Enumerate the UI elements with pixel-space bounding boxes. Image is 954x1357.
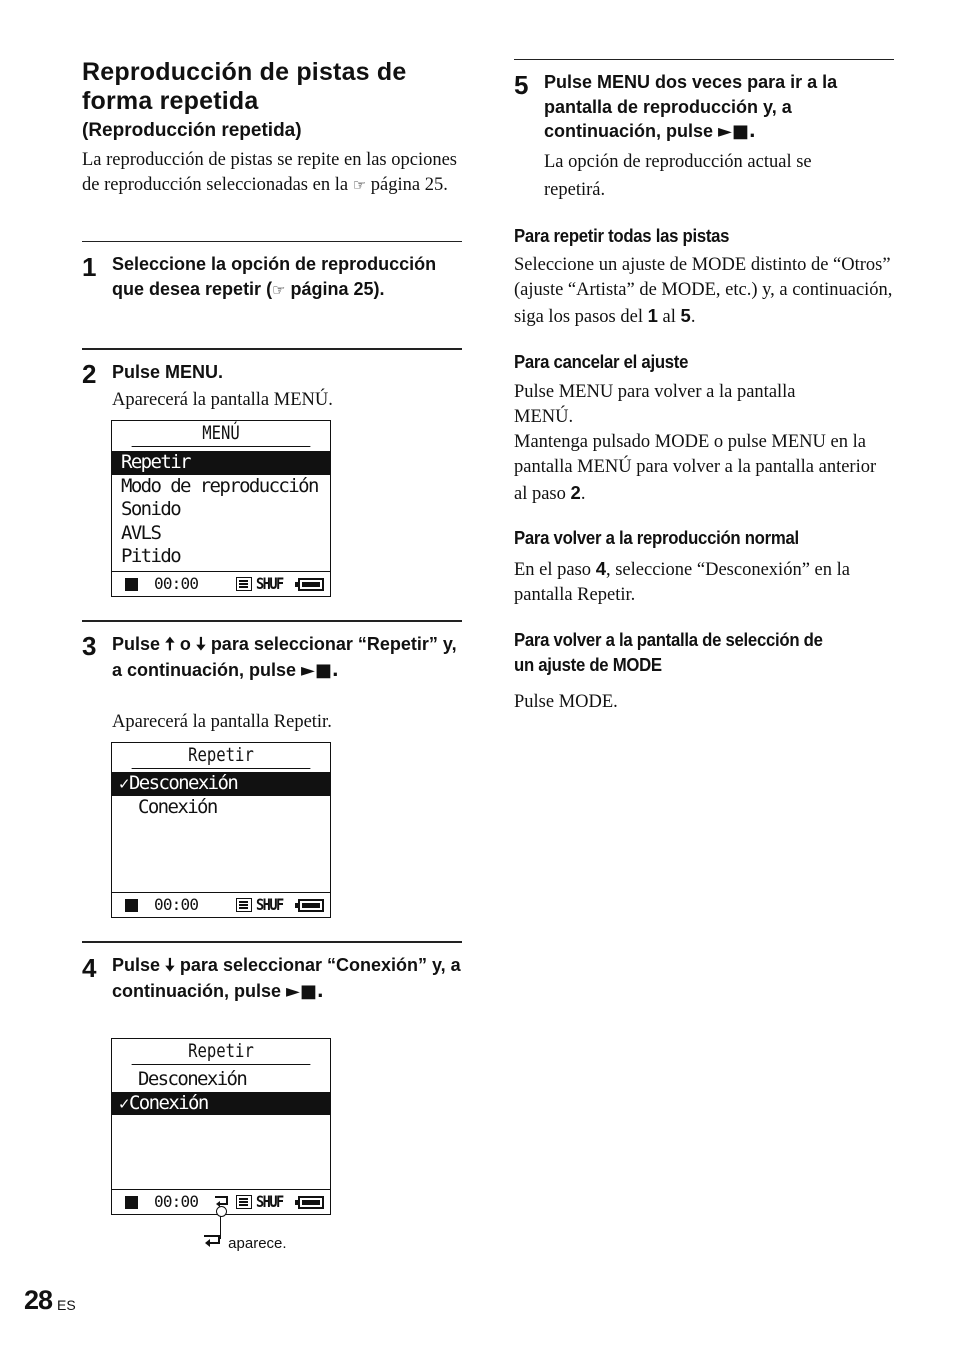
stop-icon (125, 578, 138, 591)
step-5-instruction: Pulse MENU dos veces para ir a la pantalla de reproducción y, a continuación, pulse (544, 72, 838, 141)
elapsed-time: 00:00 (154, 574, 199, 593)
step-2-result: Aparecerá la pantalla MENÚ. (112, 390, 333, 410)
playlist-icon (236, 898, 252, 912)
step-3-number: 3 (82, 631, 97, 661)
battery-icon (298, 578, 324, 591)
page-number: 28 (24, 1285, 53, 1315)
step-2-text: Pulse MENU. (112, 362, 224, 382)
section-text: Mantenga pulsado MODE o pulse MENU en la pantalla MENÚ para volver a la pantalla anterior al paso (514, 432, 877, 504)
section-text: En el paso (514, 560, 592, 580)
lcd-menu-screen (111, 420, 331, 597)
lcd-title: Repetir (132, 743, 311, 769)
playlist-icon (236, 1195, 252, 1209)
reference-hand-icon: ☞ (352, 176, 367, 194)
menu-item-pitido[interactable]: Pitido (121, 545, 181, 567)
divider (82, 620, 462, 622)
repeat-option-desconexion[interactable] (112, 772, 330, 796)
arrow-down-icon: 🠇 (165, 955, 175, 976)
lcd-status-bar (112, 892, 330, 917)
menu-item-modo[interactable]: Modo de reproducción (121, 474, 318, 497)
step-5-result: La opción de reproducción actual se repetirá. (544, 152, 812, 200)
section-heading: Para volver a la reproducción normal (514, 528, 799, 548)
section-text: al (662, 307, 676, 327)
step-ref: 2 (570, 482, 581, 503)
step-4-pulse: Pulse (112, 955, 161, 975)
step-5-text (544, 70, 864, 145)
repeat-icon (202, 1235, 228, 1252)
divider (514, 59, 894, 60)
section-heading: Para volver a la pantalla de selección de (514, 630, 823, 650)
option-label: Desconexión (128, 772, 238, 794)
divider (82, 348, 462, 350)
section-body (514, 253, 894, 330)
step-1-instruction: Seleccione la opción de reproducción que desea repetir ( (112, 254, 437, 299)
lcd-repeat-screen-on (111, 1038, 331, 1215)
section-text: Pulse MENU para volver a la pantalla MENÚ. (514, 382, 796, 427)
step-1-page-ref: página 25). (290, 278, 385, 299)
elapsed-time: 00:00 (154, 1192, 199, 1211)
callout-dot (216, 1206, 227, 1217)
step-4-number: 4 (82, 953, 97, 983)
playlist-icon (236, 577, 252, 591)
checkmark-icon: ✓ (118, 1094, 129, 1113)
page-title: Reproducción de pistas de forma repetida (82, 58, 407, 115)
section-body (514, 556, 894, 608)
arrow-down-icon: 🠇 (195, 634, 206, 655)
elapsed-time: 00:00 (154, 895, 199, 914)
step-4-text (112, 953, 462, 1004)
step-3-text (112, 632, 457, 683)
shuffle-indicator: SHUF (256, 1192, 283, 1211)
section-text: Seleccione un ajuste de MODE distinto de “Otros” (ajuste “Artista” de MODE, etc.) y, a continuación, siga los pasos del (514, 255, 893, 327)
section-heading: Para cancelar el ajuste (514, 352, 689, 372)
lcd-title: Repetir (132, 1039, 311, 1065)
lcd-title: MENÚ (132, 421, 311, 447)
section-text-2 (514, 430, 894, 507)
checkmark-icon: ✓ (118, 775, 129, 793)
step-4-instruction: para seleccionar “Conexión” y, a continuación, pulse (112, 955, 461, 1001)
play-stop-icon: ►■. (718, 121, 756, 142)
step-1-number: 1 (82, 252, 97, 282)
section-text: , seleccione “Desconexión” en la pantalla Repetir. (514, 560, 850, 605)
step-ref: 4 (595, 558, 606, 579)
play-stop-icon: ►■. (301, 659, 339, 681)
step-3-pulse: Pulse (112, 634, 161, 654)
menu-item-repetir[interactable]: Repetir (112, 451, 330, 475)
shuffle-indicator: SHUF (256, 574, 283, 593)
shuffle-indicator: SHUF (256, 895, 283, 914)
section-body (514, 380, 894, 507)
menu-item-sonido[interactable]: Sonido (121, 498, 181, 520)
step-ref: 1 (647, 305, 658, 326)
step-ref: 5 (680, 305, 691, 326)
divider (82, 941, 462, 943)
section-heading: Para repetir todas las pistas (514, 226, 730, 246)
menu-item-avls[interactable]: AVLS (121, 521, 161, 544)
repeat-option-conexion[interactable] (112, 1092, 330, 1116)
intro-page-ref: página 25. (370, 175, 448, 195)
play-stop-icon: ►■. (286, 980, 324, 1002)
stop-icon (125, 1196, 138, 1209)
stop-icon (125, 899, 138, 912)
page-subtitle: (Reproducción repetida) (82, 120, 302, 141)
section-text: . (580, 484, 586, 504)
repeat-option-conexion[interactable]: Conexión (138, 795, 217, 818)
battery-icon (298, 1196, 324, 1209)
section-body: Pulse MODE. (514, 692, 618, 712)
intro-text: La reproducción de pistas se repite en las opciones de reproducción seleccionadas en la (82, 150, 458, 195)
step-2-number: 2 (82, 359, 97, 389)
step-3-result: Aparecerá la pantalla Repetir. (112, 712, 332, 732)
step-5-number: 5 (514, 70, 529, 100)
callout-caption (202, 1234, 287, 1252)
reference-hand-icon: ☞ (272, 280, 286, 299)
option-label: Conexión (128, 1091, 208, 1114)
step-1-text (112, 252, 452, 302)
battery-icon (298, 899, 324, 912)
repeat-option-desconexion[interactable]: Desconexión (138, 1068, 247, 1090)
section-heading: un ajuste de MODE (514, 655, 662, 675)
lcd-repeat-screen-off (111, 742, 331, 918)
callout-text: aparece. (228, 1235, 287, 1252)
lcd-status-bar (112, 571, 330, 596)
step-3-instruction: para seleccionar “Repetir” y, a continuación, pulse (112, 634, 457, 680)
page-language: ES (57, 1297, 76, 1313)
intro-paragraph (82, 148, 467, 198)
arrow-up-icon: 🠅 (165, 634, 175, 655)
step-3-o: o (179, 634, 191, 654)
section-text: . (690, 307, 696, 327)
divider (82, 241, 462, 242)
